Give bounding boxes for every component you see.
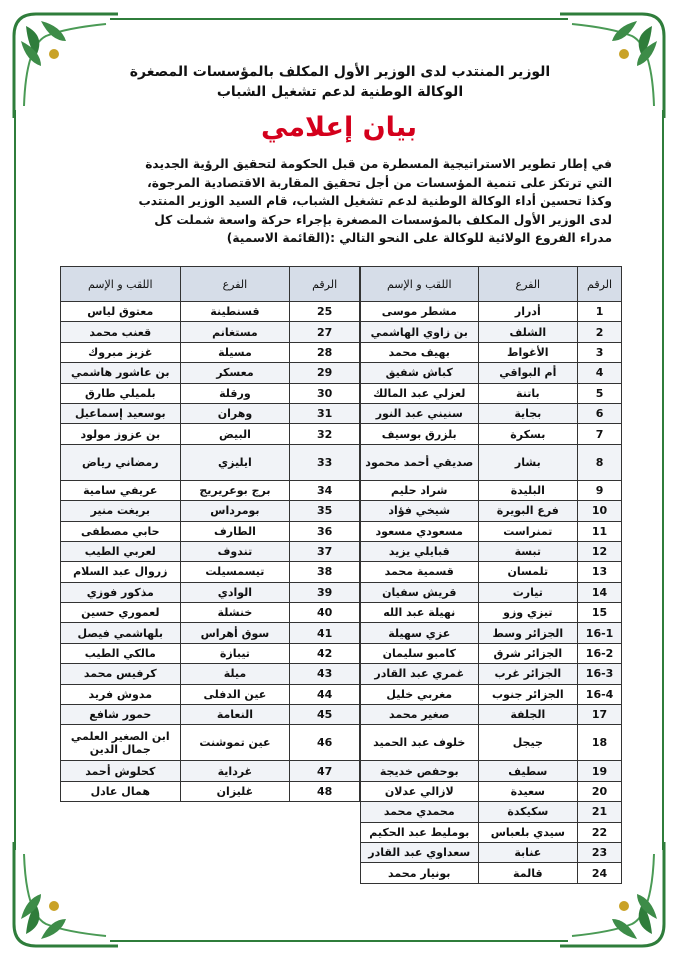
letterhead bbox=[80, 62, 600, 102]
cell-num: 47 bbox=[290, 761, 360, 781]
cell-branch: تلمسان bbox=[478, 562, 578, 582]
cell-name: سنيني عبد النور bbox=[361, 403, 479, 423]
cell-name: غزيز مبروك bbox=[61, 342, 181, 362]
table-row bbox=[361, 842, 622, 862]
intro-line: لدى الوزير الأول المكلف بالمؤسسات المصغرة بإجراء حركة واسعة شملت كل bbox=[154, 212, 612, 227]
column-header-num: الرقم bbox=[578, 267, 622, 302]
cell-num: 25 bbox=[290, 302, 360, 322]
table-row bbox=[361, 480, 622, 500]
cell-num: 36 bbox=[290, 521, 360, 541]
table-row bbox=[61, 521, 360, 541]
cell-name: همال عادل bbox=[61, 781, 181, 801]
table-row bbox=[361, 322, 622, 342]
cell-num: 5 bbox=[578, 383, 622, 403]
intro-line: التي ترتكز على تنمية المؤسسات من أجل تحقيق المقاربة الاقتصادية المرجوة، bbox=[147, 175, 612, 190]
intro-paragraph bbox=[56, 155, 612, 248]
cell-branch: الجزائر وسط bbox=[478, 623, 578, 643]
cell-branch: تندوف bbox=[180, 541, 290, 561]
cell-branch: عين الدفلى bbox=[180, 684, 290, 704]
cell-num: 24 bbox=[578, 863, 622, 883]
cell-branch: البليدة bbox=[478, 480, 578, 500]
column-header-num: الرقم bbox=[290, 267, 360, 302]
ministry-line: الوزير المنتدب لدى الوزير الأول المكلف بالمؤسسات المصغرة bbox=[129, 64, 551, 80]
cell-name: عزي سهيلة bbox=[361, 623, 479, 643]
cell-num: 42 bbox=[290, 643, 360, 663]
corner-ornament-bottom-left bbox=[6, 834, 126, 954]
cell-num: 21 bbox=[578, 802, 622, 822]
cell-branch: سطيف bbox=[478, 761, 578, 781]
cell-name: خلوف عبد الحميد bbox=[361, 725, 479, 761]
cell-num: 44 bbox=[290, 684, 360, 704]
cell-num: 3 bbox=[578, 342, 622, 362]
table-row bbox=[361, 643, 622, 663]
cell-name: شيخي فؤاد bbox=[361, 501, 479, 521]
table-row bbox=[61, 603, 360, 623]
column-header-name: اللقب و الإسم bbox=[361, 267, 479, 302]
table-row bbox=[361, 444, 622, 480]
cell-name: بلهاشمي فيصل bbox=[61, 623, 181, 643]
table-row bbox=[361, 363, 622, 383]
table-row bbox=[61, 363, 360, 383]
cell-num: 41 bbox=[290, 623, 360, 643]
table-header-row bbox=[361, 267, 622, 302]
cell-num: 29 bbox=[290, 363, 360, 383]
cell-name: لعموري حسين bbox=[61, 603, 181, 623]
cell-num: 17 bbox=[578, 705, 622, 725]
cell-name: صديقي أحمد محمود bbox=[361, 444, 479, 480]
cell-num: 2 bbox=[578, 322, 622, 342]
cell-name: لعزلي عبد المالك bbox=[361, 383, 479, 403]
cell-num: 16-3 bbox=[578, 664, 622, 684]
cell-branch: غرداية bbox=[180, 761, 290, 781]
cell-num: 1 bbox=[578, 302, 622, 322]
cell-name: سعداوي عبد القادر bbox=[361, 842, 479, 862]
cell-name: عريفي سامية bbox=[61, 480, 181, 500]
cell-name: بومليط عبد الحكيم bbox=[361, 822, 479, 842]
cell-num: 9 bbox=[578, 480, 622, 500]
cell-branch: برج بوعريريج bbox=[180, 480, 290, 500]
cell-branch: الوادي bbox=[180, 582, 290, 602]
cell-branch: بومرداس bbox=[180, 501, 290, 521]
cell-name: شراد حليم bbox=[361, 480, 479, 500]
cell-name: محمدي محمد bbox=[361, 802, 479, 822]
page-title: بيان إعلامي bbox=[261, 112, 417, 143]
table-row bbox=[361, 705, 622, 725]
cell-name: بن عزوز مولود bbox=[61, 424, 181, 444]
table-row bbox=[61, 684, 360, 704]
table-row bbox=[61, 480, 360, 500]
cell-num: 16-2 bbox=[578, 643, 622, 663]
cell-branch: الأغواط bbox=[478, 342, 578, 362]
table-row bbox=[61, 342, 360, 362]
cell-num: 10 bbox=[578, 501, 622, 521]
table-row bbox=[61, 725, 360, 761]
table-row bbox=[361, 603, 622, 623]
cell-num: 40 bbox=[290, 603, 360, 623]
table-row bbox=[361, 342, 622, 362]
cell-branch: غليزان bbox=[180, 781, 290, 801]
cell-name: بوسعيد إسماعيل bbox=[61, 403, 181, 423]
table-row bbox=[61, 403, 360, 423]
table-row bbox=[61, 643, 360, 663]
table-row bbox=[61, 781, 360, 801]
cell-num: 30 bbox=[290, 383, 360, 403]
table-row bbox=[361, 863, 622, 883]
cell-name: كحلوش أحمد bbox=[61, 761, 181, 781]
table-row bbox=[61, 501, 360, 521]
cell-num: 12 bbox=[578, 541, 622, 561]
cell-branch: جيجل bbox=[478, 725, 578, 761]
table-row bbox=[361, 822, 622, 842]
cell-branch: قسنطينة bbox=[180, 302, 290, 322]
table-row bbox=[361, 541, 622, 561]
cell-branch: تيبازة bbox=[180, 643, 290, 663]
cell-num: 38 bbox=[290, 562, 360, 582]
cell-branch: وهران bbox=[180, 403, 290, 423]
cell-branch: سعيدة bbox=[478, 781, 578, 801]
cell-num: 22 bbox=[578, 822, 622, 842]
cell-branch: الجزائر غرب bbox=[478, 664, 578, 684]
table-row bbox=[61, 582, 360, 602]
cell-branch: سيدي بلعباس bbox=[478, 822, 578, 842]
frame-left bbox=[14, 110, 16, 850]
table-row bbox=[361, 562, 622, 582]
cell-num: 27 bbox=[290, 322, 360, 342]
cell-name: قريش سفيان bbox=[361, 582, 479, 602]
cell-num: 20 bbox=[578, 781, 622, 801]
cell-branch: ميلة bbox=[180, 664, 290, 684]
cell-branch: معسكر bbox=[180, 363, 290, 383]
frame-top bbox=[110, 18, 568, 20]
cell-branch: مستغانم bbox=[180, 322, 290, 342]
cell-branch: أم البواقي bbox=[478, 363, 578, 383]
table-row bbox=[61, 424, 360, 444]
cell-branch: تيسمسيلت bbox=[180, 562, 290, 582]
cell-num: 16-4 bbox=[578, 684, 622, 704]
cell-num: 33 bbox=[290, 444, 360, 480]
cell-num: 6 bbox=[578, 403, 622, 423]
table-row bbox=[61, 761, 360, 781]
cell-name: بهيف محمد bbox=[361, 342, 479, 362]
cell-branch: سوق أهراس bbox=[180, 623, 290, 643]
cell-branch: تمنراست bbox=[478, 521, 578, 541]
cell-branch: سكيكدة bbox=[478, 802, 578, 822]
cell-name: كباش شفيق bbox=[361, 363, 479, 383]
table-row bbox=[361, 623, 622, 643]
table-row bbox=[61, 383, 360, 403]
cell-branch: أدرار bbox=[478, 302, 578, 322]
cell-num: 18 bbox=[578, 725, 622, 761]
table-row bbox=[61, 322, 360, 342]
assignments-table-right bbox=[360, 266, 622, 884]
cell-name: قسمية محمد bbox=[361, 562, 479, 582]
cell-branch: البيض bbox=[180, 424, 290, 444]
column-header-name: اللقب و الإسم bbox=[61, 267, 181, 302]
table-row bbox=[361, 302, 622, 322]
table-row bbox=[61, 444, 360, 480]
table-row bbox=[361, 761, 622, 781]
cell-name: لعربي الطيب bbox=[61, 541, 181, 561]
cell-num: 32 bbox=[290, 424, 360, 444]
cell-num: 14 bbox=[578, 582, 622, 602]
cell-branch: تبسة bbox=[478, 541, 578, 561]
cell-branch: تيزي وزو bbox=[478, 603, 578, 623]
intro-line: وكذا تحسين أداء الوكالة الوطنية لدعم تشغيل الشباب، قام السيد الوزير المنتدب bbox=[138, 194, 612, 208]
cell-name: مشطر موسى bbox=[361, 302, 479, 322]
cell-name: لازالي عدلان bbox=[361, 781, 479, 801]
cell-num: 45 bbox=[290, 705, 360, 725]
cell-branch: عنابة bbox=[478, 842, 578, 862]
cell-num: 31 bbox=[290, 403, 360, 423]
cell-branch: فرع البويرة bbox=[478, 501, 578, 521]
cell-name: بلزرق بوسيف bbox=[361, 424, 479, 444]
cell-name: غمري عبد القادر bbox=[361, 664, 479, 684]
column-header-branch: الفرع bbox=[180, 267, 290, 302]
table-row bbox=[361, 802, 622, 822]
table-row bbox=[61, 664, 360, 684]
cell-name: بونيار محمد bbox=[361, 863, 479, 883]
frame-right bbox=[662, 110, 664, 850]
cell-num: 28 bbox=[290, 342, 360, 362]
cell-branch: مسيلة bbox=[180, 342, 290, 362]
cell-num: 23 bbox=[578, 842, 622, 862]
cell-num: 15 bbox=[578, 603, 622, 623]
cell-num: 13 bbox=[578, 562, 622, 582]
cell-branch: النعامة bbox=[180, 705, 290, 725]
table-row bbox=[61, 705, 360, 725]
table-row bbox=[361, 684, 622, 704]
column-header-branch: الفرع bbox=[478, 267, 578, 302]
cell-name: قعنب محمد bbox=[61, 322, 181, 342]
table-row bbox=[361, 582, 622, 602]
cell-num: 37 bbox=[290, 541, 360, 561]
intro-line: مدراء الفروع الولائية للوكالة على النحو التالي :(القائمة الاسمية) bbox=[226, 231, 612, 245]
cell-name: بريغت منير bbox=[61, 501, 181, 521]
table-row bbox=[361, 725, 622, 761]
cell-num: 48 bbox=[290, 781, 360, 801]
cell-name: بلميلي طارق bbox=[61, 383, 181, 403]
cell-branch: خنشلة bbox=[180, 603, 290, 623]
cell-name: مغربي خليل bbox=[361, 684, 479, 704]
cell-name: ابن الصغير العلمي جمال الدين bbox=[61, 725, 181, 761]
cell-name: رمضاني رياض bbox=[61, 444, 181, 480]
cell-num: 8 bbox=[578, 444, 622, 480]
cell-name: حمور شافع bbox=[61, 705, 181, 725]
table-row bbox=[361, 383, 622, 403]
cell-branch: الشلف bbox=[478, 322, 578, 342]
cell-branch: ايليزي bbox=[180, 444, 290, 480]
cell-num: 7 bbox=[578, 424, 622, 444]
cell-num: 46 bbox=[290, 725, 360, 761]
cell-name: صغير محمد bbox=[361, 705, 479, 725]
cell-name: زروال عبد السلام bbox=[61, 562, 181, 582]
table-header-row bbox=[61, 267, 360, 302]
cell-name: حابي مصطفى bbox=[61, 521, 181, 541]
intro-line: في إطار تطوير الاستراتيجية المسطرة من قبل الحكومة لتحقيق الرؤية الجديدة bbox=[145, 157, 612, 171]
cell-branch: الطارف bbox=[180, 521, 290, 541]
table-row bbox=[361, 664, 622, 684]
cell-name: مدوش فريد bbox=[61, 684, 181, 704]
cell-branch: الجزائر جنوب bbox=[478, 684, 578, 704]
cell-branch: قالمة bbox=[478, 863, 578, 883]
table-row bbox=[61, 541, 360, 561]
cell-num: 16-1 bbox=[578, 623, 622, 643]
cell-branch: الجلفة bbox=[478, 705, 578, 725]
cell-branch: الجزائر شرق bbox=[478, 643, 578, 663]
cell-num: 35 bbox=[290, 501, 360, 521]
cell-name: نهيلة عبد الله bbox=[361, 603, 479, 623]
cell-num: 11 bbox=[578, 521, 622, 541]
cell-branch: تيارت bbox=[478, 582, 578, 602]
agency-line: الوكالة الوطنية لدعم تشغيل الشباب bbox=[216, 84, 464, 100]
cell-name: مسعودي مسعود bbox=[361, 521, 479, 541]
cell-branch: بشار bbox=[478, 444, 578, 480]
table-row bbox=[61, 562, 360, 582]
cell-num: 19 bbox=[578, 761, 622, 781]
cell-branch: باتنة bbox=[478, 383, 578, 403]
cell-name: قبايلي يزيد bbox=[361, 541, 479, 561]
cell-name: مذكور فوزي bbox=[61, 582, 181, 602]
cell-name: كرفيس محمد bbox=[61, 664, 181, 684]
cell-num: 4 bbox=[578, 363, 622, 383]
cell-name: كامبو سليمان bbox=[361, 643, 479, 663]
table-row bbox=[361, 521, 622, 541]
table-row bbox=[361, 501, 622, 521]
cell-branch: بجاية bbox=[478, 403, 578, 423]
table-row bbox=[61, 302, 360, 322]
table-row bbox=[361, 424, 622, 444]
cell-name: بن عاشور هاشمي bbox=[61, 363, 181, 383]
cell-name: مالكي الطيب bbox=[61, 643, 181, 663]
cell-name: بوحفص خديجة bbox=[361, 761, 479, 781]
table-row bbox=[361, 403, 622, 423]
cell-branch: ورقلة bbox=[180, 383, 290, 403]
cell-branch: بسكرة bbox=[478, 424, 578, 444]
cell-name: بن زاوي الهاشمي bbox=[361, 322, 479, 342]
cell-num: 34 bbox=[290, 480, 360, 500]
frame-bottom bbox=[110, 940, 568, 942]
assignments-table-left bbox=[60, 266, 360, 802]
table-row bbox=[61, 623, 360, 643]
cell-num: 43 bbox=[290, 664, 360, 684]
table-row bbox=[361, 781, 622, 801]
cell-branch: عين تموشنت bbox=[180, 725, 290, 761]
cell-num: 39 bbox=[290, 582, 360, 602]
cell-name: معتوق لياس bbox=[61, 302, 181, 322]
